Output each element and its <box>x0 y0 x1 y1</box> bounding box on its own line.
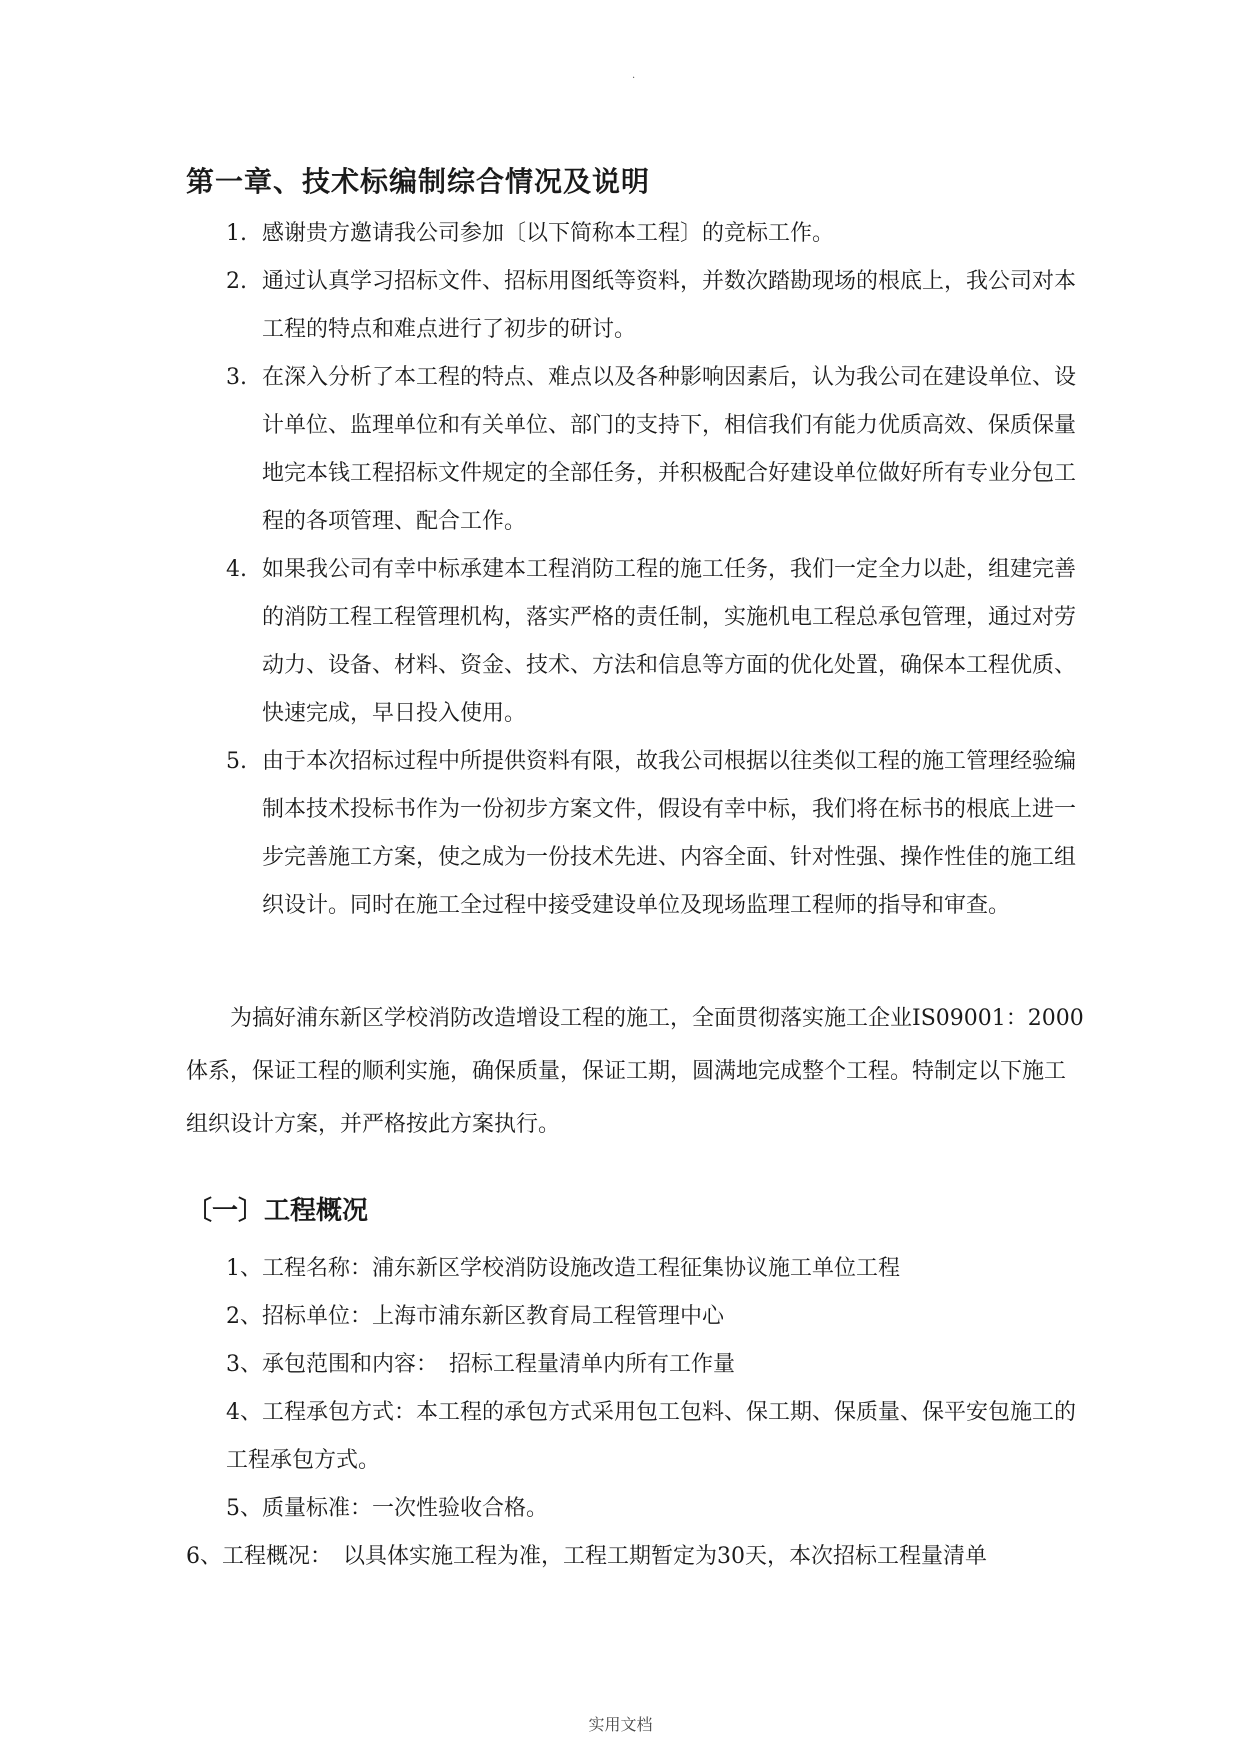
list-item-text: 感谢贵方邀请我公司参加〔以下简称本工程〕的竞标工作。 <box>262 221 835 246</box>
page-footer: 实用文档 <box>588 1715 653 1734</box>
list-item-number: 1. <box>226 221 247 246</box>
list-item <box>226 354 1086 546</box>
overview-item: 6、工程概况： 以具体实施工程为准，工程工期暂定为30天，本次招标工程量清单 <box>186 1544 987 1569</box>
chapter-title: 第一章、技术标编制综合情况及说明 <box>186 165 651 198</box>
list-item-text: 通过认真学习招标文件、招标用图纸等资料，并数次踏勘现场的根底上，我公司对本工程的特点和难点进行了初步的研讨。 <box>262 269 1077 342</box>
list-item <box>226 738 1086 930</box>
list-item-number: 5. <box>226 749 247 774</box>
list-item <box>226 258 1086 354</box>
list-item <box>226 210 1086 258</box>
list-item-text: 在深入分析了本工程的特点、难点以及各种影响因素后，认为我公司在建设单位、设计单位、监理单位和有关单位、部门的支持下，相信我们有能力优质高效、保质保量地完本钱工程招标文件规定的全部任务，并积极配合好建设单位做好所有专业分包工程的各项管理、配合工作。 <box>262 365 1077 534</box>
overview-list <box>186 1245 1086 1581</box>
overview-item: 2、招标单位：上海市浦东新区教育局工程管理中心 <box>226 1304 724 1329</box>
list-item-text: 如果我公司有幸中标承建本工程消防工程的施工任务，我们一定全力以赴，组建完善的消防工程工程管理机构，落实严格的责任制，实施机电工程总承包管理，通过对劳动力、设备、材料、资金、技术、方法和信息等方面的优化处置，确保本工程优质、快速完成，早日投入使用。 <box>262 557 1077 726</box>
list-item-text: 由于本次招标过程中所提供资料有限，故我公司根据以往类似工程的施工管理经验编制本技术投标书作为一份初步方案文件，假设有幸中标，我们将在标书的根底上进一步完善施工方案，使之成为一份技术先进、内容全面、针对性强、操作性佳的施工组织设计。同时在施工全过程中接受建设单位及现场监理工程师的指导和审查。 <box>262 749 1077 918</box>
overview-item: 5、质量标准：一次性验收合格。 <box>226 1496 548 1521</box>
overview-item: 1、工程名称：浦东新区学校消防设施改造工程征集协议施工单位工程 <box>226 1256 900 1281</box>
list-item <box>226 546 1086 738</box>
summary-paragraph: 为搞好浦东新区学校消防改造增设工程的施工，全面贯彻落实施工企业IS09001：2000体系，保证工程的顺利实施，确保质量，保证工期，圆满地完成整个工程。特制定以下施工组织设计方案，并严格按此方案执行。 <box>186 1006 1084 1137</box>
list-item-number: 4. <box>226 557 247 582</box>
section-title: 〔一〕工程概况 <box>186 1196 369 1226</box>
list-item-number: 3. <box>226 365 247 390</box>
overview-item: 4、工程承包方式：本工程的承包方式采用包工包料、保工期、保质量、保平安包施工的工程承包方式。 <box>226 1400 1076 1473</box>
overview-item: 3、承包范围和内容： 招标工程量清单内所有工作量 <box>226 1352 735 1377</box>
intro-list <box>226 210 1086 930</box>
list-item-number: 2. <box>226 269 247 294</box>
header-dot: . <box>632 70 636 81</box>
